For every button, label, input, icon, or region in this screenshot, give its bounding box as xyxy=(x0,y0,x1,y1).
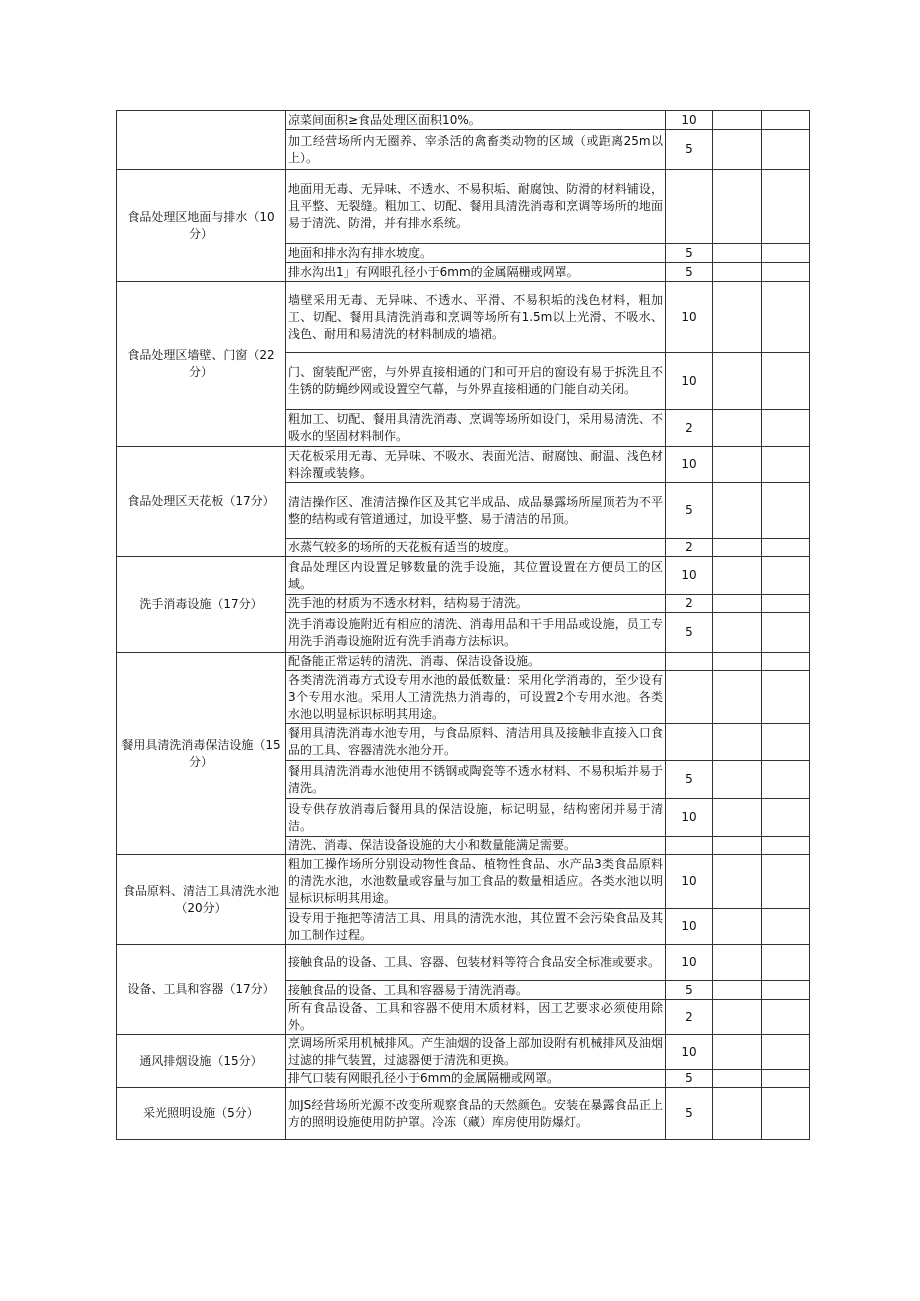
table-row xyxy=(117,557,810,595)
requirement-cell: 凉菜间面积≥食品处理区面积10%。 xyxy=(286,111,666,130)
blank-cell xyxy=(713,613,762,653)
score-cell xyxy=(666,837,713,855)
table-body xyxy=(117,111,810,1140)
table-row xyxy=(117,855,810,909)
blank-cell xyxy=(762,613,810,653)
table-row xyxy=(117,1088,810,1140)
score-cell: 10 xyxy=(666,909,713,945)
requirement-cell: 餐用具清洗消毒水池专用，与食品原料、清洁用具及接触非直接入口食品的工具、容器清洗水池分开。 xyxy=(286,724,666,761)
score-cell xyxy=(666,724,713,761)
requirement-cell: 加工经营场所内无圈养、宰杀活的禽畜类动物的区域（或距离25m以上）。 xyxy=(286,130,666,170)
blank-cell xyxy=(762,1088,810,1140)
category-cell: 食品原料、清洁工具清洗水池（20分） xyxy=(117,855,286,945)
requirement-cell: 水蒸气较多的场所的天花板有适当的坡度。 xyxy=(286,539,666,557)
category-cell: 采光照明设施（5分） xyxy=(117,1088,286,1140)
category-cell: 设备、工具和容器（17分） xyxy=(117,945,286,1035)
score-cell: 5 xyxy=(666,613,713,653)
requirement-cell: 清洗、消毒、保洁设备设施的大小和数量能满足需要。 xyxy=(286,837,666,855)
blank-cell xyxy=(713,111,762,130)
requirement-cell: 接触食品的设备、工具、容器、包装材料等符合食品安全标准或要求。 xyxy=(286,945,666,981)
score-cell: 10 xyxy=(666,855,713,909)
inspection-table xyxy=(116,110,810,1140)
blank-cell xyxy=(713,595,762,613)
blank-cell xyxy=(762,761,810,799)
score-cell: 2 xyxy=(666,1000,713,1035)
table-row xyxy=(117,111,810,130)
requirement-cell: 洗手池的材质为不透水材料，结构易于清洗。 xyxy=(286,595,666,613)
blank-cell xyxy=(762,353,810,410)
blank-cell xyxy=(762,909,810,945)
score-cell: 5 xyxy=(666,263,713,282)
blank-cell xyxy=(762,410,810,447)
blank-cell xyxy=(762,724,810,761)
requirement-cell: 设专用于拖把等清洁工具、用具的清洗水池，其位置不会污染食品及其加工制作过程。 xyxy=(286,909,666,945)
score-cell: 5 xyxy=(666,1088,713,1140)
score-cell xyxy=(666,653,713,671)
requirement-cell: 排水沟出1」有网眼孔径小于6mm的金属隔栅或网罩。 xyxy=(286,263,666,282)
blank-cell xyxy=(713,945,762,981)
score-cell: 10 xyxy=(666,1035,713,1070)
requirement-cell: 门、窗装配严密，与外界直接相通的门和可开启的窗设有易于拆洗且不生锈的防蝇纱网或设置空气幕，与外界直接相通的门能自动关闭。 xyxy=(286,353,666,410)
score-cell: 10 xyxy=(666,945,713,981)
blank-cell xyxy=(762,653,810,671)
blank-cell xyxy=(713,1070,762,1088)
requirement-cell: 烹调场所采用机械排风。产生油烟的设备上部加设附有机械排风及油烟过滤的排气装置，过滤器便于清洗和更换。 xyxy=(286,1035,666,1070)
blank-cell xyxy=(713,981,762,1000)
category-cell: 食品处理区墙壁、门窗（22分） xyxy=(117,282,286,447)
category-cell: 洗手消毒设施（17分） xyxy=(117,557,286,653)
requirement-cell: 加JS经营场所光源不改变所观察食品的天然颜色。安装在暴露食品正上方的照明设施使用防护罩。冷冻（藏）库房使用防爆灯。 xyxy=(286,1088,666,1140)
blank-cell xyxy=(713,539,762,557)
requirement-cell: 餐用具清洗消毒水池使用不锈钢或陶瓷等不透水材料、不易积垢并易于清洗。 xyxy=(286,761,666,799)
requirement-cell: 地面用无毒、无异味、不透水、不易积垢、耐腐蚀、防滑的材料铺设，且平整、无裂缝。粗加工、切配、餐用具清洗消毒和烹调等场所的地面易于清洗、防滑，并有排水系统。 xyxy=(286,170,666,244)
requirement-cell: 粗加工、切配、餐用具清洗消毒、烹调等场所如设门，采用易清洗、不吸水的坚固材料制作。 xyxy=(286,410,666,447)
blank-cell xyxy=(713,761,762,799)
requirement-cell: 接触食品的设备、工具和容器易于清洗消毒。 xyxy=(286,981,666,1000)
score-cell: 10 xyxy=(666,799,713,837)
table-row xyxy=(117,447,810,483)
requirement-cell: 食品处理区内设置足够数量的洗手设施，其位置设置在方便员工的区域。 xyxy=(286,557,666,595)
requirement-cell: 所有食品设备、工具和容器不使用木质材料，因工艺要求必须使用除外。 xyxy=(286,1000,666,1035)
score-cell: 2 xyxy=(666,410,713,447)
blank-cell xyxy=(762,981,810,1000)
blank-cell xyxy=(762,483,810,539)
blank-cell xyxy=(762,1070,810,1088)
blank-cell xyxy=(713,130,762,170)
score-cell: 10 xyxy=(666,447,713,483)
requirement-cell: 粗加工操作场所分别设动物性食品、植物性食品、水产品3类食品原料的清洗水池，水池数量或容量与加工食品的数量相适应。各类水池以明显标识标明其用途。 xyxy=(286,855,666,909)
category-cell xyxy=(117,111,286,170)
blank-cell xyxy=(762,945,810,981)
score-cell: 10 xyxy=(666,111,713,130)
score-cell: 5 xyxy=(666,981,713,1000)
requirement-cell: 各类清洗消毒方式设专用水池的最低数量：采用化学消毒的，至少设有3个专用水池。采用人工清洗热力消毒的，可设置2个专用水池。各类水池以明显标识标明其用途。 xyxy=(286,671,666,724)
score-cell: 5 xyxy=(666,130,713,170)
score-cell: 5 xyxy=(666,244,713,263)
requirement-cell: 洗手消毒设施附近有相应的清洗、消毒用品和干手用品或设施，员工专用洗手消毒设施附近有洗手消毒方法标识。 xyxy=(286,613,666,653)
requirement-cell: 墙壁采用无毒、无异味、不透水、平滑、不易积垢的浅色材料，粗加工、切配、餐用具清洗消毒和烹调等场所有1.5m以上光滑、不吸水、浅色、耐用和易清洗的材料制成的墙裙。 xyxy=(286,282,666,353)
requirement-cell: 排气口装有网眼孔径小于6mm的金属隔栅或网罩。 xyxy=(286,1070,666,1088)
table-row xyxy=(117,945,810,981)
score-cell: 5 xyxy=(666,1070,713,1088)
blank-cell xyxy=(762,244,810,263)
blank-cell xyxy=(762,170,810,244)
category-cell: 食品处理区地面与排水（10分） xyxy=(117,170,286,282)
blank-cell xyxy=(713,557,762,595)
blank-cell xyxy=(713,855,762,909)
score-cell: 10 xyxy=(666,282,713,353)
blank-cell xyxy=(713,724,762,761)
requirement-cell: 清洁操作区、准清洁操作区及其它半成品、成品暴露场所屋顶若为不平整的结构或有管道通过，加设平整、易于清洁的吊顶。 xyxy=(286,483,666,539)
score-cell: 2 xyxy=(666,539,713,557)
blank-cell xyxy=(762,595,810,613)
table-row xyxy=(117,170,810,244)
blank-cell xyxy=(713,671,762,724)
requirement-cell: 配备能正常运转的清洗、消毒、保洁设备设施。 xyxy=(286,653,666,671)
blank-cell xyxy=(762,799,810,837)
score-cell: 5 xyxy=(666,483,713,539)
blank-cell xyxy=(713,1035,762,1070)
requirement-cell: 设专供存放消毒后餐用具的保洁设施，标记明显，结构密闭并易于清洁。 xyxy=(286,799,666,837)
category-cell: 餐用具清洗消毒保洁设施（15分） xyxy=(117,653,286,855)
table-row xyxy=(117,1035,810,1070)
score-cell xyxy=(666,671,713,724)
blank-cell xyxy=(713,353,762,410)
score-cell: 5 xyxy=(666,761,713,799)
blank-cell xyxy=(762,282,810,353)
blank-cell xyxy=(762,263,810,282)
blank-cell xyxy=(762,111,810,130)
score-cell: 10 xyxy=(666,557,713,595)
blank-cell xyxy=(713,909,762,945)
blank-cell xyxy=(762,671,810,724)
blank-cell xyxy=(713,653,762,671)
blank-cell xyxy=(713,799,762,837)
blank-cell xyxy=(762,130,810,170)
category-cell: 食品处理区天花板（17分） xyxy=(117,447,286,557)
blank-cell xyxy=(713,837,762,855)
blank-cell xyxy=(762,855,810,909)
blank-cell xyxy=(713,447,762,483)
requirement-cell: 天花板采用无毒、无异味、不吸水、表面光洁、耐腐蚀、耐温、浅色材料涂覆或装修。 xyxy=(286,447,666,483)
blank-cell xyxy=(713,244,762,263)
category-cell: 通风排烟设施（15分） xyxy=(117,1035,286,1088)
table-row xyxy=(117,653,810,671)
blank-cell xyxy=(762,557,810,595)
blank-cell xyxy=(713,410,762,447)
score-cell: 10 xyxy=(666,353,713,410)
blank-cell xyxy=(713,282,762,353)
requirement-cell: 地面和排水沟有排水坡度。 xyxy=(286,244,666,263)
score-cell: 2 xyxy=(666,595,713,613)
score-cell xyxy=(666,170,713,244)
blank-cell xyxy=(713,483,762,539)
blank-cell xyxy=(762,1035,810,1070)
blank-cell xyxy=(713,1088,762,1140)
blank-cell xyxy=(713,263,762,282)
blank-cell xyxy=(762,837,810,855)
blank-cell xyxy=(713,170,762,244)
blank-cell xyxy=(713,1000,762,1035)
blank-cell xyxy=(762,539,810,557)
blank-cell xyxy=(762,447,810,483)
blank-cell xyxy=(762,1000,810,1035)
table-row xyxy=(117,282,810,353)
